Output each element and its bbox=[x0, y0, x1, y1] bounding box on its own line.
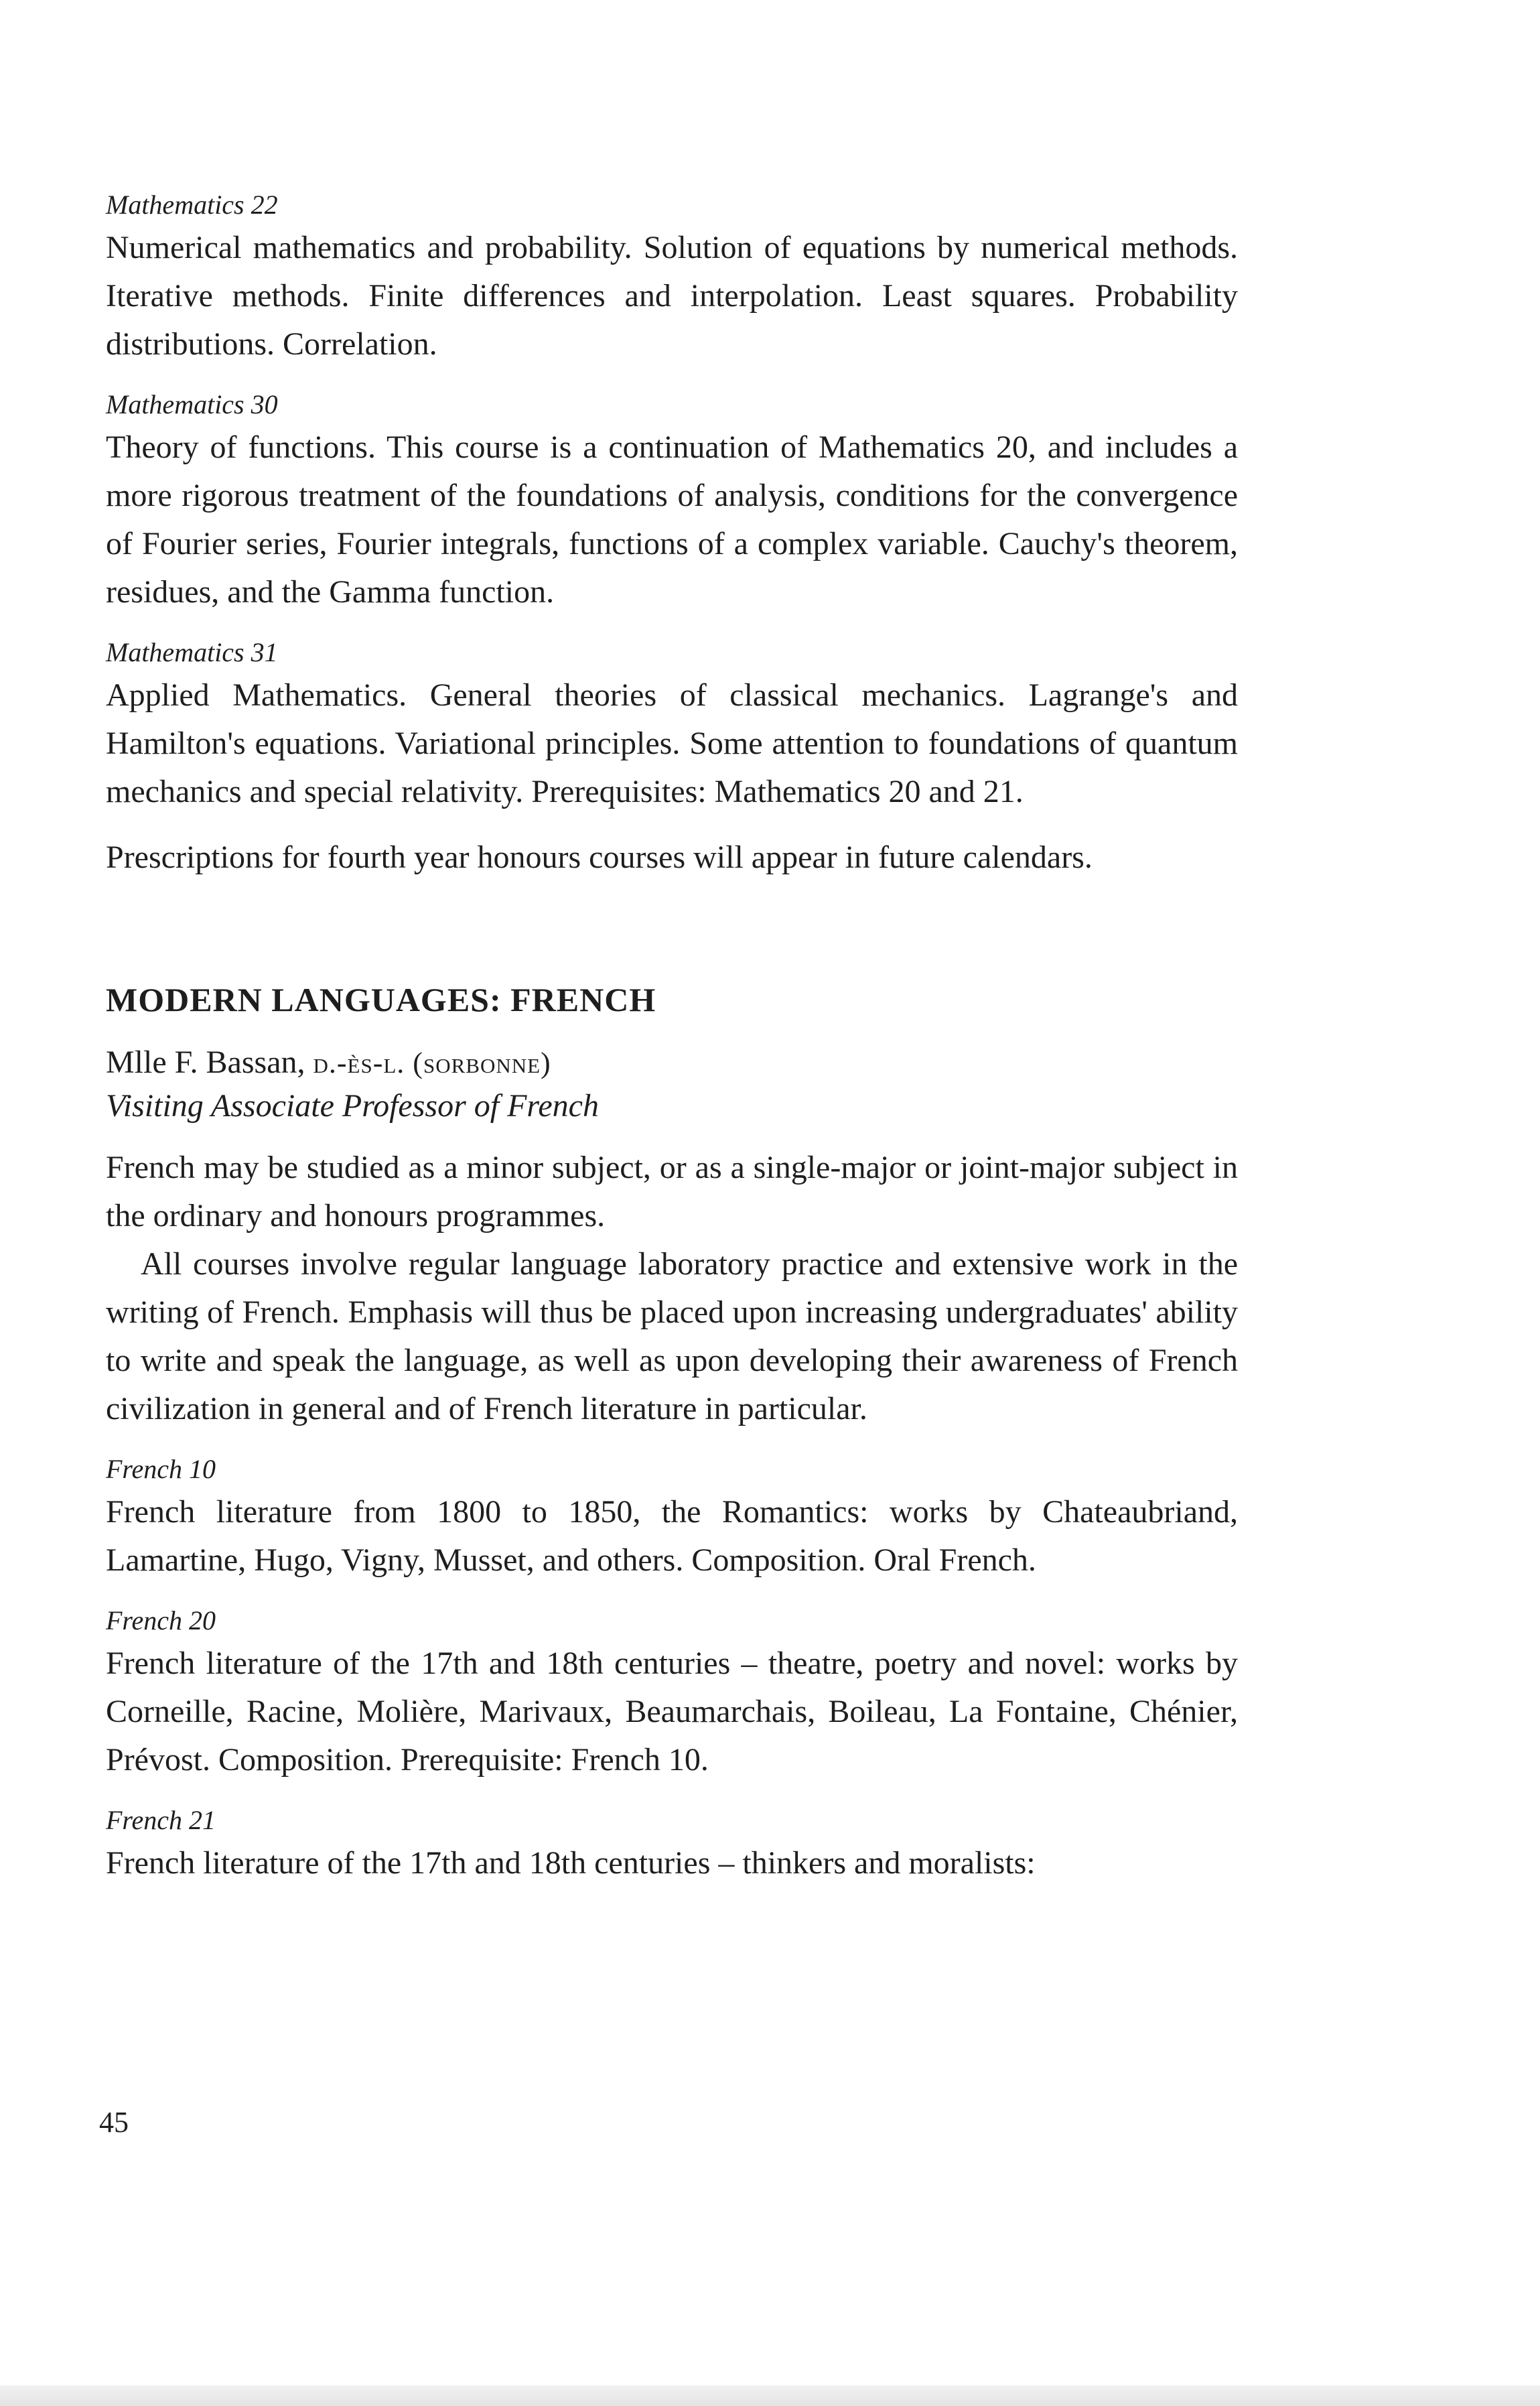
course-entry bbox=[106, 186, 1238, 369]
course-entry bbox=[106, 634, 1238, 816]
course-title: French 20 bbox=[106, 1605, 216, 1635]
course-description: Applied Mathematics. General theories of classical mechanics. Lagrange's and Hamilton's equations. Variational principles. Some attention to foundations of quantum mechanics and special relativity. Prerequisites: Mathematics 20 and 21. bbox=[106, 677, 1238, 809]
course-description: Theory of functions. This course is a continuation of Mathematics 20, and includes a more rigorous treatment of the foundations of analysis, conditions for the convergence of Fourier series, Fourier integrals, functions of a complex variable. Cauchy's theorem, residues, and the Gamma function. bbox=[106, 429, 1238, 610]
intro-paragraph: French may be studied as a minor subject, or as a single-major or joint-major subject in the ordinary and honours programmes. bbox=[106, 1150, 1238, 1233]
course-description: Numerical mathematics and probability. Solution of equations by numerical methods. Iterative methods. Finite differences and interpolation. Least squares. Probability distributions. Correlation. bbox=[106, 230, 1238, 362]
course-entry bbox=[106, 1451, 1238, 1585]
honours-note: Prescriptions for fourth year honours courses will appear in future calendars. bbox=[106, 840, 1093, 875]
faculty-name: Mlle F. Bassan, bbox=[106, 1045, 305, 1080]
faculty-degree: d.-ès-l. (sorbonne) bbox=[313, 1047, 551, 1079]
course-title: French 10 bbox=[106, 1454, 216, 1484]
course-description: French literature of the 17th and 18th centuries – theatre, poetry and novel: works by Corneille, Racine, Molière, Marivaux, Beaumarchais, Boileau, La Fontaine, Chénier, Prévost. Composition. Prerequisite: French 10. bbox=[106, 1646, 1238, 1778]
course-description: French literature from 1800 to 1850, the Romantics: works by Chateaubriand, Lamartine, Hugo, Vigny, Musset, and others. Composition. Oral French. bbox=[106, 1494, 1238, 1578]
section-heading: MODERN LANGUAGES: FRENCH bbox=[106, 981, 656, 1018]
faculty-line bbox=[106, 1041, 1238, 1085]
course-entry bbox=[106, 1602, 1238, 1784]
intro-paragraph: All courses involve regular language laboratory practice and extensive work in the writing of French. Emphasis will thus be placed upon increasing undergraduates' ability to write and speak the language, as well as upon developing their awareness of French civilization in general and of French literature in particular. bbox=[106, 1246, 1238, 1426]
course-entry bbox=[106, 386, 1238, 616]
page-number: 45 bbox=[99, 2106, 129, 2139]
course-title: Mathematics 22 bbox=[106, 190, 278, 220]
faculty-title: Visiting Associate Professor of French bbox=[106, 1088, 599, 1124]
course-title: French 21 bbox=[106, 1805, 216, 1835]
course-title: Mathematics 31 bbox=[106, 637, 278, 667]
page-column bbox=[106, 186, 1238, 1905]
course-entry bbox=[106, 1802, 1238, 1887]
course-title: Mathematics 30 bbox=[106, 389, 278, 419]
page-edge bbox=[0, 2385, 1540, 2406]
course-description: French literature of the 17th and 18th centuries – thinkers and moralists: bbox=[106, 1845, 1036, 1881]
